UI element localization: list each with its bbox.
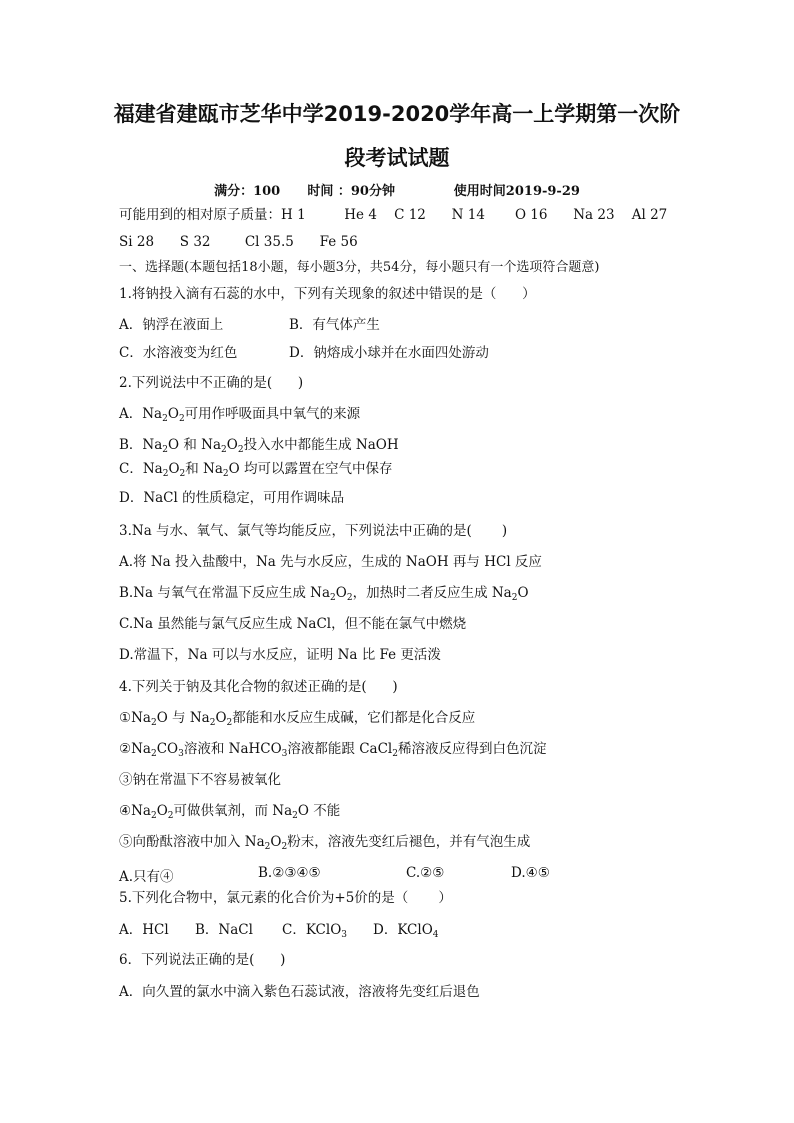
q4-option-d: D.④⑤ xyxy=(511,865,550,881)
q3-option-c: C.Na 虽然能与氯气反应生成 NaCl，但不能在氯气中燃烧 xyxy=(119,616,467,632)
q3-option-d: D.常温下，Na 可以与水反应，证明 Na 比 Fe 更活泼 xyxy=(119,647,441,663)
q5-option-b: B．NaCl xyxy=(195,922,253,938)
q1-stem: 1.将钠投入滴有石蕊的水中，下列有关现象的叙述中错误的是（ ） xyxy=(119,286,536,302)
section-heading: 一、选择题(本题包括18小题，每小题3分，共54分，每小题只有一个选项符合题意) xyxy=(119,260,600,275)
q4-stem: 4.下列关于钠及其化合物的叙述正确的是( ) xyxy=(119,679,398,695)
q3-stem: 3.Na 与水、氧气、氯气等均能反应，下列说法中正确的是( ) xyxy=(119,523,508,539)
q2-option-b: B．$Na_2O$ 和 $Na_2O_2$投入水中都能生成 NaOH xyxy=(119,437,399,455)
q1-option-d: D．钠熔成小球并在水面四处游动 xyxy=(289,345,489,361)
q4-item-3: ③钠在常温下不容易被氧化 xyxy=(119,772,281,788)
q4-item-4: $④Na_2O_2$可做供氧剂，而 $Na_2O$ 不能 xyxy=(119,803,341,821)
q5-option-c: C．KClO$_3$ xyxy=(282,922,348,940)
q2-option-a: A．$Na_2O_2$可用作呼吸面具中氧气的来源 xyxy=(119,406,361,424)
q4-item-5: ⑤向酚酞溶液中加入 $Na_2O_2$粉末，溶液先变红后褪色，并有气泡生成 xyxy=(119,834,531,852)
title-line-2: 段考试试题 xyxy=(344,146,450,170)
q3-option-a: A.将 Na 投入盐酸中，Na 先与水反应，生成的 NaOH 再与 HCl 反应 xyxy=(119,554,542,570)
q5-option-a: A．HCl xyxy=(119,922,169,938)
q1-option-c: C．水溶液变为红色 xyxy=(119,345,238,361)
q5-stem: 5.下列化合物中，氯元素的化合价为+5价的是（ ） xyxy=(119,890,452,906)
atomic-masses-1: 可能用到的相对原子质量：H 1 He 4 C 12 N 14 O 16 Na 23 Al 27 xyxy=(119,207,668,223)
q2-option-d: D．NaCl 的性质稳定，可用作调味品 xyxy=(119,490,345,506)
q4-option-c: C.②⑤ xyxy=(406,865,445,881)
q1-option-a: A．钠浮在液面上 xyxy=(119,317,224,333)
q4-item-1: $①Na_2O$ 与 $Na_2O_2$都能和水反应生成碱，它们都是化合反应 xyxy=(119,710,476,728)
q4-option-b: B.②③④⑤ xyxy=(258,865,321,881)
atomic-masses-2: Si 28 S 32 Cl 35.5 Fe 56 xyxy=(119,234,358,250)
q4-option-a: A.只有④ xyxy=(119,869,174,885)
exam-meta: 满分：100 时间 ：90分钟 使用时间2019-9-29 xyxy=(214,184,580,199)
q6-option-a: A．向久置的氯水中滴入紫色石蕊试液，溶液将先变红后退色 xyxy=(119,984,480,1000)
q1-option-b: B．有气体产生 xyxy=(289,317,380,333)
q6-stem: 6．下列说法正确的是( ) xyxy=(119,952,286,968)
q2-stem: 2.下列说法中不正确的是( ) xyxy=(119,375,304,391)
q4-item-2: $②Na_2CO_3$溶液和 NaHCO$_3$溶液都能跟 CaCl$_2$稀溶液反应得到白色沉淀 xyxy=(119,741,547,759)
q2-option-c: C．$Na_2O_2$和 $Na_2O$ 均可以露置在空气中保存 xyxy=(119,461,393,479)
q3-option-b: B.Na 与氧气在常温下反应生成 $Na_2O_2$，加热时二者反应生成 $Na_2O$ xyxy=(119,585,529,603)
q5-option-d: D．KClO$_4$ xyxy=(373,922,439,940)
title-line-1: 福建省建瓯市芝华中学2019-2020学年高一上学期第一次阶 xyxy=(113,102,681,126)
